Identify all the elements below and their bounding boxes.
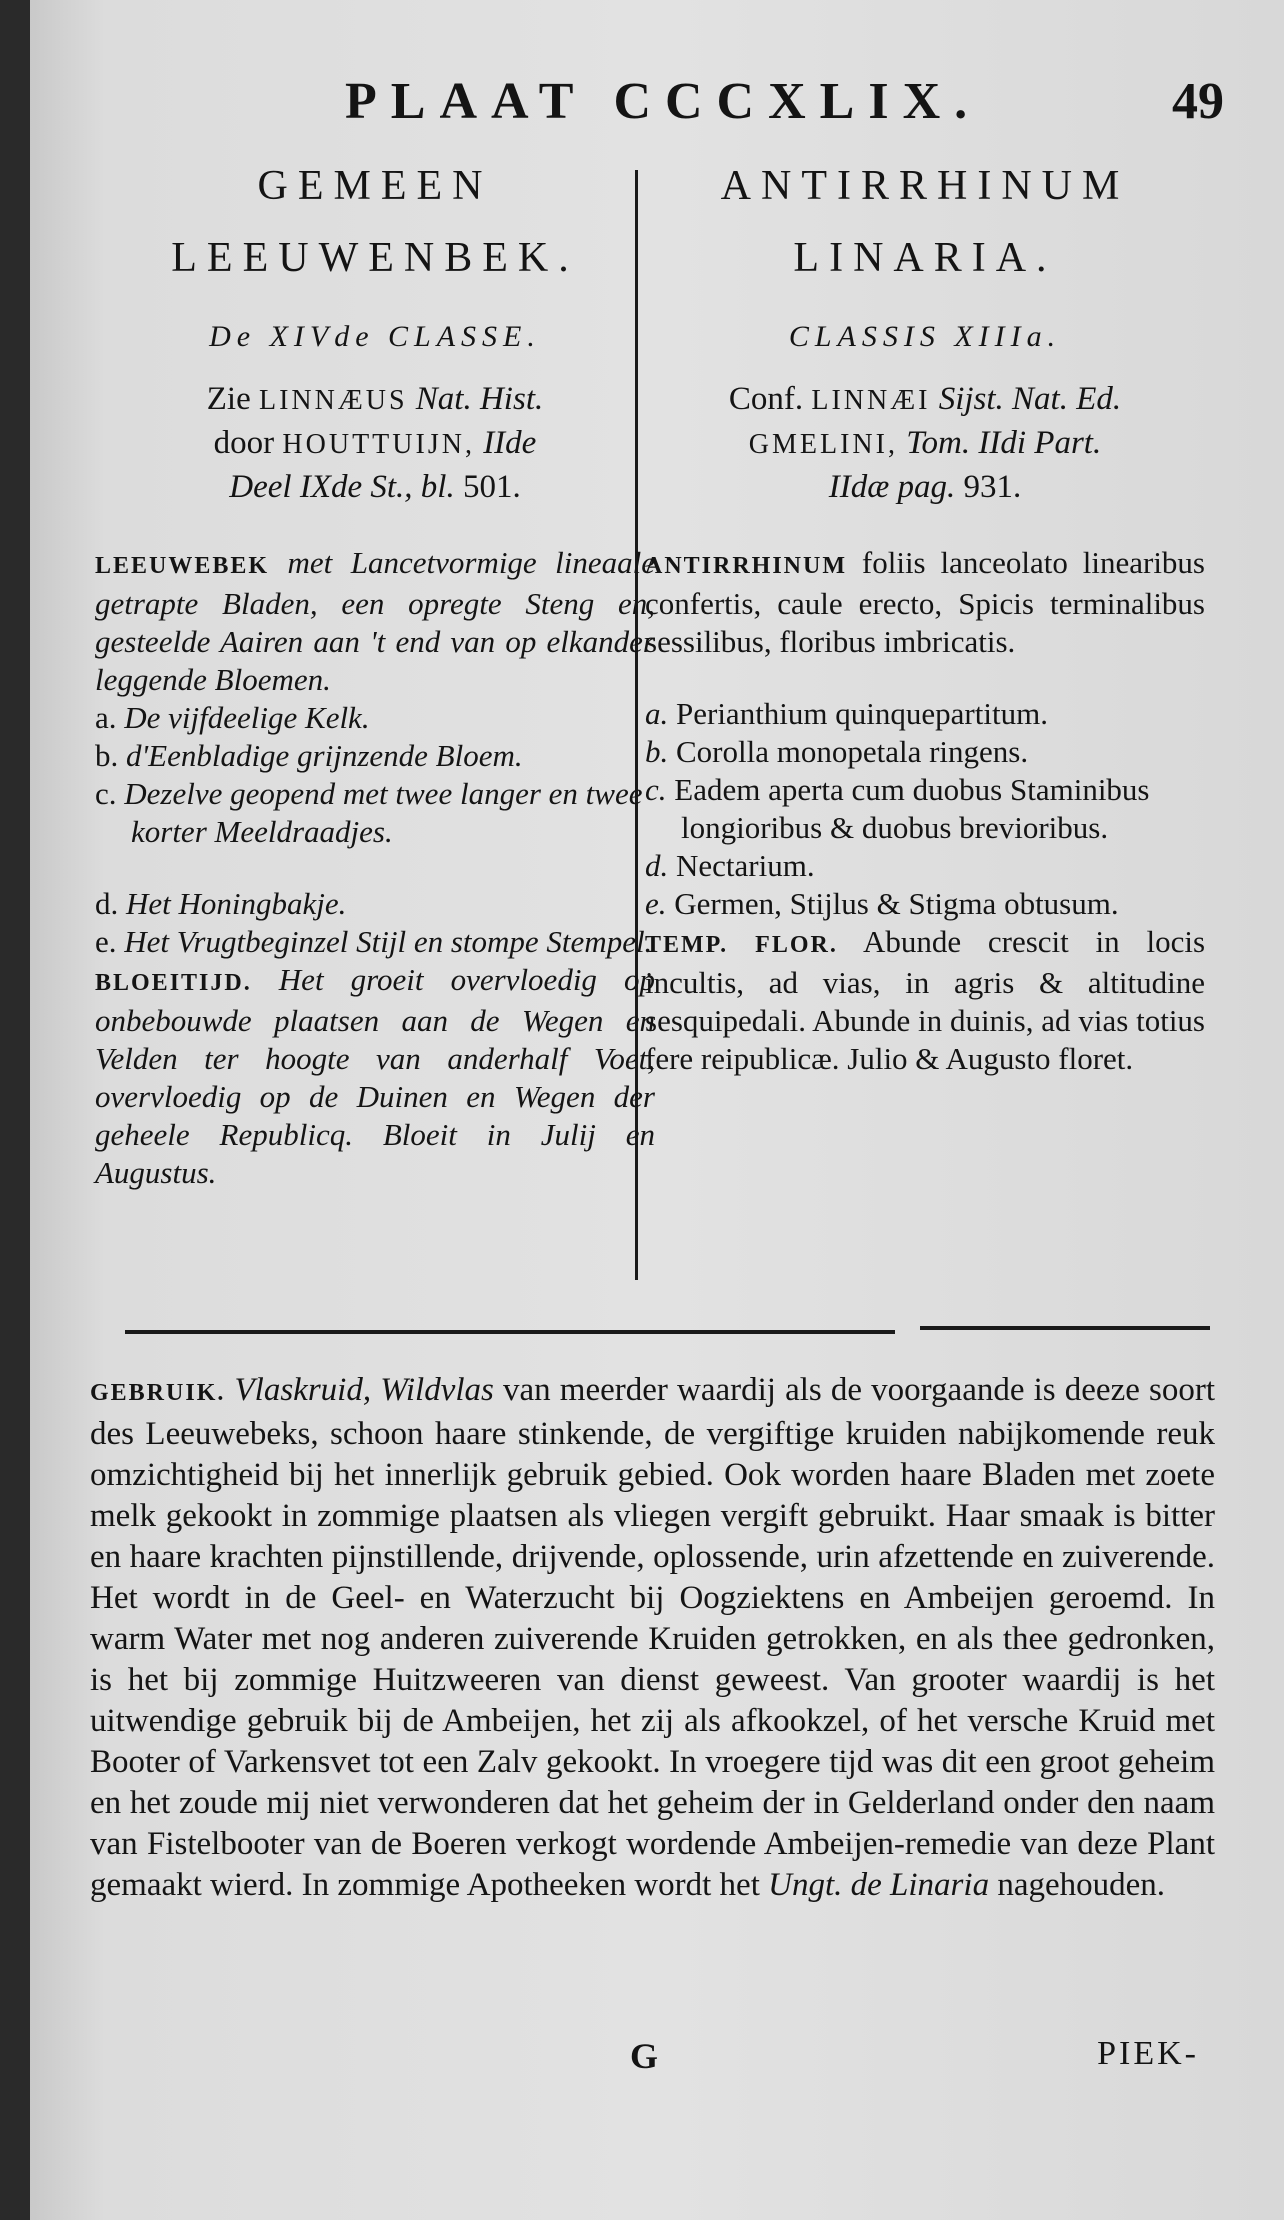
ref-linnaei: LINNÆI xyxy=(811,385,931,416)
item-text: Eadem aperta cum duobus Staminibus longioribus & duobus brevioribus. xyxy=(674,772,1150,845)
ref-nathist: Nat. Hist. xyxy=(415,381,544,417)
ref-houttuijn: HOUTTUIJN, xyxy=(282,429,475,460)
ref-linnaeus: LINNÆUS xyxy=(258,385,408,416)
right-item-b xyxy=(645,733,1205,771)
item-text: Het Honingbakje. xyxy=(126,886,347,921)
book-page xyxy=(30,0,1284,2220)
bloei-label: BLOEITIJD. xyxy=(95,970,252,996)
ref-page: 501. xyxy=(462,469,521,505)
right-column xyxy=(645,150,1205,1078)
left-desc-label: LEEUWEBEK xyxy=(95,553,270,579)
item-text: De vijfdeelige Kelk. xyxy=(124,700,370,735)
item-text: Perianthium quinquepartitum. xyxy=(676,696,1048,731)
ref-conf: Conf. xyxy=(728,381,804,417)
right-class-line xyxy=(645,314,1205,360)
left-description xyxy=(95,544,655,699)
item-text: Het Vrugtbeginzel Stijl en stompe Stempel. xyxy=(124,924,653,959)
left-class-line xyxy=(95,314,655,360)
left-item-d xyxy=(95,885,655,923)
item-marker: a. xyxy=(645,696,669,731)
item-text: Corolla monopetala ringens. xyxy=(676,734,1029,769)
page-number: 49 xyxy=(1172,73,1224,130)
item-marker: b. xyxy=(645,734,669,769)
item-marker: d. xyxy=(645,848,669,883)
right-item-e xyxy=(645,885,1205,923)
right-class-word: CLASSIS xyxy=(788,320,941,353)
item-marker: c. xyxy=(95,776,117,811)
ref-page: 931. xyxy=(963,469,1022,505)
gebruik-label: GEBRUIK. xyxy=(90,1380,226,1406)
gebruik-ungt: Ungt. de Linaria xyxy=(768,1867,990,1903)
right-item-c xyxy=(645,771,1205,847)
ref-sijst: Sijst. Nat. Ed. xyxy=(938,381,1122,417)
ref-ilde: IIde xyxy=(483,425,537,461)
left-class-prefix: De XIVde xyxy=(209,320,375,353)
right-class-suffix: XIIIa. xyxy=(954,320,1062,353)
right-desc-label: ANTIRRHINUM xyxy=(645,553,847,579)
right-item-a xyxy=(645,695,1205,733)
right-reference xyxy=(645,378,1205,508)
item-text: Nectarium. xyxy=(676,848,815,883)
ref-zie: Zie xyxy=(206,381,251,417)
left-heading-2: LEEUWENBEK. xyxy=(171,235,579,281)
item-text: Germen, Stijlus & Stigma obtusum. xyxy=(674,886,1119,921)
left-item-c xyxy=(95,775,655,851)
left-column xyxy=(95,150,655,1192)
item-text: Dezelve geopend met twee langer en twee korter Meeldraadjes. xyxy=(124,776,643,849)
ref-deel: Deel IXde St., bl. xyxy=(229,469,455,505)
ref-door: door xyxy=(213,425,275,461)
right-item-d xyxy=(645,847,1205,885)
gebruik-text-2: nagehouden. xyxy=(997,1867,1166,1903)
item-marker: d. xyxy=(95,886,119,921)
temp-label: TEMP. FLOR. xyxy=(645,932,838,958)
gebruik-paragraph xyxy=(90,1370,1215,1906)
item-marker: c. xyxy=(645,772,667,807)
right-desc-text: foliis lanceolato linearibus confertis, caule erecto, Spicis terminalibus sessilibus, floribus imbricatis. xyxy=(645,545,1205,659)
ref-ildae: IIdæ pag. xyxy=(828,469,956,505)
gebruik-text-1: van meerder waardij als de voorgaande is deeze soort des Leeuwebeks, schoon haare stinkende, de vergiftige kruiden nabijkomende reuk omzichtigheid bij het innerlijk gebruik gebied. Ook worden haare Bladen met zoete melk gekookt in zommige plaatsen als vliegen vergift gebruikt. Haar smaak is bitter en haare krachten pijnstillende, drijvende, oplossende, urin afzettende en zuiverende. Het wordt in de Geel- en Waterzucht bij Oogziektens en Ambeijen geroemd. In warm Water met nog anderen zuiverende Kruiden getrokken, en als thee gedronken, is het bij zommige Huitzweeren van dienst geweest. Van grooter waardij is het uitwendige gebruik bij de Ambeijen, het zij als afkookzel, of het versche Kruid met Booter of Varkensvet tot een Zalv gekookt. In vroegere tijd was dit een groot geheim en het zoude mij niet verwonderen dat het geheim der in Gelderland onder den naam van Fistelbooter van de Boeren verkogt wordende Ambeijen-remedie van deze Plant gemaakt wierd. In zommige Apotheeken wordt het xyxy=(90,1372,1215,1903)
item-marker: e. xyxy=(645,886,667,921)
right-description xyxy=(645,544,1205,661)
item-marker: a. xyxy=(95,700,117,735)
left-reference xyxy=(95,378,655,508)
left-item-b xyxy=(95,737,655,775)
plate-title: PLAAT CCCXLIX. xyxy=(345,73,982,130)
separator-rule-right xyxy=(920,1326,1210,1330)
right-temp-flor xyxy=(645,923,1205,1078)
right-heading-1: ANTIRRHINUM xyxy=(720,163,1130,209)
ref-tom: Tom. IIdi Part. xyxy=(906,425,1102,461)
catchword: PIEK- xyxy=(1097,2035,1199,2072)
item-marker: b. xyxy=(95,738,119,773)
bloei-text: Het groeit overvloedig op onbebouwde plaatsen aan de Wegen en Velden ter hoogte van anderhalf Voet, overvloedig op de Duinen en Wegen der geheele Republicq. Bloeit in Julij en Augustus. xyxy=(95,962,656,1190)
left-item-a xyxy=(95,699,655,737)
ref-gmelini: GMELINI, xyxy=(748,429,898,460)
temp-text: Abunde crescit in locis incultis, ad vias, in agris & altitudine sesquipedali. Abunde in duinis, ad vias totius fere reipublicæ. Julio & Augusto floret. xyxy=(645,924,1206,1076)
signature-mark: G xyxy=(630,2036,659,2076)
item-text: d'Eenbladige grijnzende Bloem. xyxy=(126,738,523,773)
gebruik-names: Vlaskruid, Wildvlas xyxy=(234,1372,494,1408)
page-header xyxy=(290,72,1224,142)
left-desc-text: met Lancetvormige lineaale getrapte Bladen, een opregte Steng en, gesteelde Aairen aan 't end van op elkander leggende Bloemen. xyxy=(95,545,656,697)
left-class-word: CLASSE. xyxy=(388,320,541,353)
left-item-e xyxy=(95,923,655,961)
left-heading-1: GEMEEN xyxy=(257,163,493,209)
separator-rule-left xyxy=(125,1330,895,1334)
item-marker: e. xyxy=(95,924,117,959)
left-bloeitijd xyxy=(95,961,655,1192)
right-heading-2: LINARIA. xyxy=(793,235,1057,281)
